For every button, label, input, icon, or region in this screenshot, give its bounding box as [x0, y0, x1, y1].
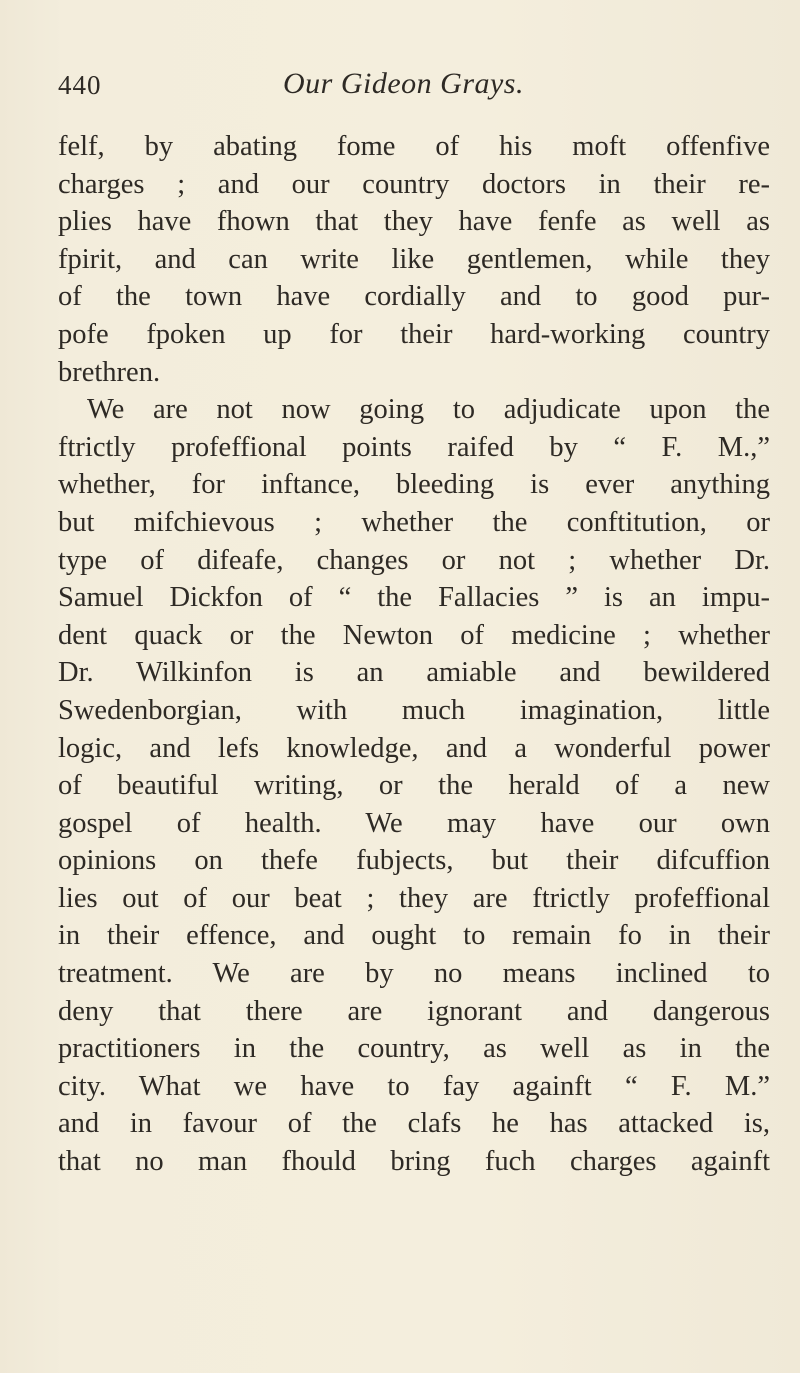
text-line: felf, by abating fome of his moft offenfive — [58, 131, 770, 162]
text-line: practitioners in the country, as well as in the — [58, 1033, 770, 1065]
text-line: city. What we have to fay againft “ F. M.” — [58, 1070, 770, 1102]
text-line: opinions on thefe fubjects, but their difcuffion — [58, 845, 770, 877]
text-line: logic, and lefs knowledge, and a wonderful power — [58, 732, 770, 764]
text-line: of beautiful writing, or the herald of a new — [58, 770, 770, 802]
text-line: of the town have cordially and to good pur- — [58, 281, 770, 313]
text-line: gospel of health. We may have our own — [58, 807, 770, 839]
body-text — [58, 128, 770, 1181]
text-line: in their effence, and ought to remain fo in their — [58, 920, 770, 952]
text-line: ftrictly profeffional points raifed by “ F. M.,” — [58, 431, 770, 463]
text-line: dent quack or the Newton of medicine ; whether — [58, 619, 770, 651]
text-line: brethren. — [58, 356, 161, 388]
text-line: lies out of our beat ; they are ftrictly profeffional — [58, 882, 770, 914]
text-line: Samuel Dickfon of “ the Fallacies ” is an impu- — [58, 582, 770, 614]
text-line: and in favour of the clafs he has attacked is, — [58, 1108, 770, 1140]
text-line: pofe fpoken up for their hard-working country — [58, 318, 770, 350]
text-line: treatment. We are by no means inclined to — [58, 958, 770, 990]
text-line: that no man fhould bring fuch charges againft — [58, 1146, 770, 1178]
text-line: Dr. Wilkinfon is an amiable and bewildered — [58, 657, 770, 689]
page-number: 440 — [58, 70, 102, 100]
text-line: We are not now going to adjudicate upon the — [87, 394, 770, 426]
text-line: deny that there are ignorant and dangerous — [58, 995, 770, 1027]
text-line: Swedenborgian, with much imagination, little — [58, 694, 770, 726]
text-line: type of difeafe, changes or not ; whether Dr. — [58, 544, 770, 576]
text-line: whether, for inftance, bleeding is ever anything — [58, 469, 770, 501]
page-header — [58, 62, 758, 102]
text-line: but mifchievous ; whether the conftitution, or — [58, 506, 770, 538]
running-title: Our Gideon Grays. — [283, 67, 524, 100]
text-line: plies have fhown that they have fenfe as well as — [58, 206, 770, 238]
text-line: charges ; and our country doctors in their re- — [58, 168, 770, 200]
text-line: fpirit, and can write like gentlemen, while they — [58, 243, 770, 275]
